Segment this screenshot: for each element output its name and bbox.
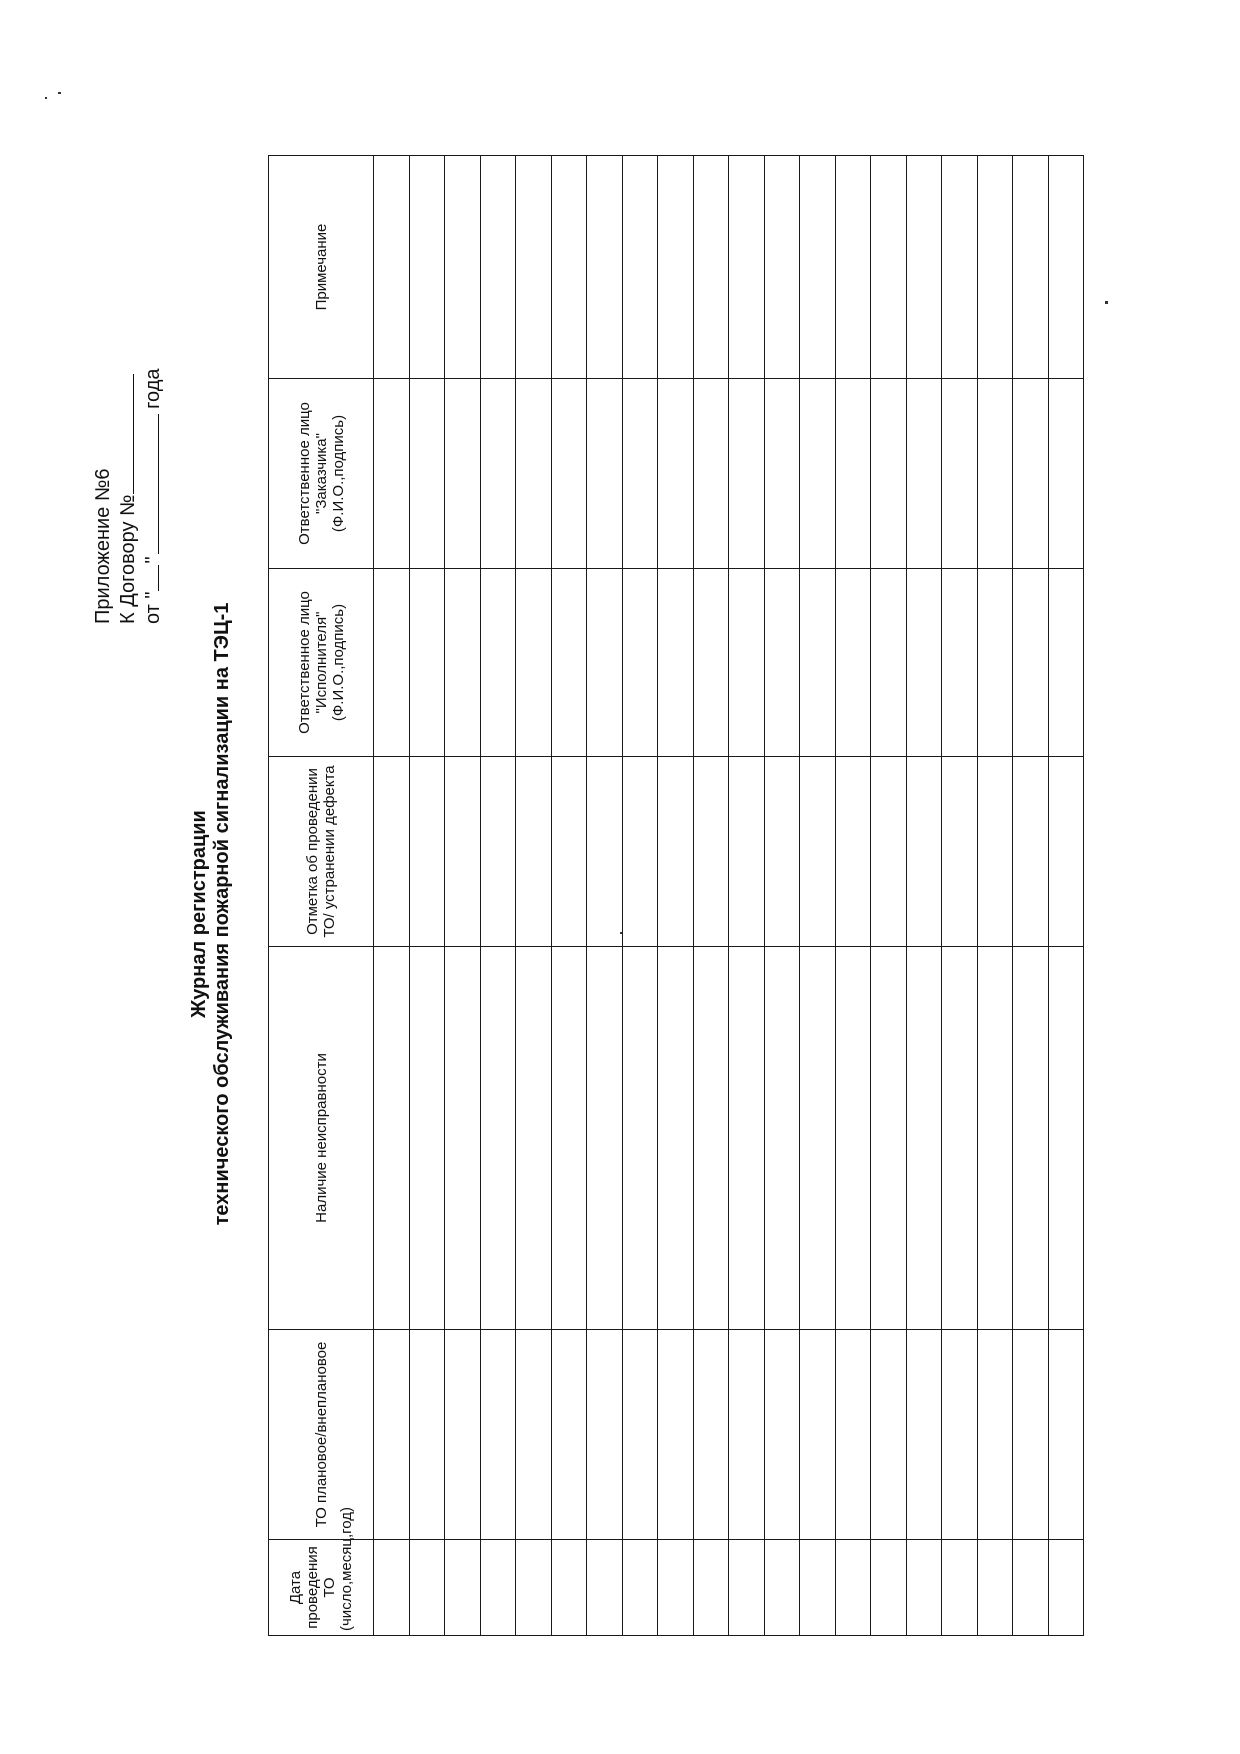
table-row: [835, 156, 871, 1636]
scan-speck: [45, 97, 47, 99]
table-cell: [409, 1330, 445, 1540]
table-cell: [835, 1330, 871, 1540]
table-cell: [445, 156, 481, 379]
table-cell: [658, 379, 694, 569]
table-cell: [658, 947, 694, 1330]
table-cell: [764, 1330, 800, 1540]
table-cell: [480, 156, 516, 379]
table-cell: [374, 757, 410, 947]
table-cell: [445, 947, 481, 1330]
scan-speck: [1105, 301, 1108, 304]
table-cell: [729, 1330, 765, 1540]
table-cell: [871, 947, 907, 1330]
table-row: [445, 156, 481, 1636]
table-cell: [622, 1540, 658, 1636]
table-cell: [835, 379, 871, 569]
table-cell: [1048, 757, 1084, 947]
table-row: [871, 156, 907, 1636]
table-cell: [693, 1330, 729, 1540]
table-cell: [800, 947, 836, 1330]
table-cell: [1013, 379, 1049, 569]
table-cell: [977, 1330, 1013, 1540]
table-cell: [977, 569, 1013, 757]
table-cell: [374, 379, 410, 569]
table-cell: [764, 156, 800, 379]
scan-speck: [620, 932, 622, 934]
table-cell: [622, 156, 658, 379]
table-cell: [1048, 379, 1084, 569]
date-quote: ": [142, 556, 164, 564]
table-cell: [409, 569, 445, 757]
col-header-date: Дата проведения ТО (число,месяц,год): [269, 1540, 374, 1636]
table-cell: [480, 757, 516, 947]
table-cell: [693, 1540, 729, 1636]
table-cell: [480, 569, 516, 757]
table-cell: [445, 1540, 481, 1636]
table-cell: [835, 156, 871, 379]
table-cell: [800, 379, 836, 569]
table-cell: [516, 947, 552, 1330]
table-cell: [871, 1330, 907, 1540]
table-cell: [409, 757, 445, 947]
table-cell: [764, 379, 800, 569]
table-cell: [409, 1540, 445, 1636]
table-cell: [622, 1330, 658, 1540]
table-cell: [835, 757, 871, 947]
table-cell: [693, 156, 729, 379]
table-cell: [871, 569, 907, 757]
table-cell: [445, 379, 481, 569]
appendix-header: [92, 104, 165, 624]
table-cell: [906, 947, 942, 1330]
table-cell: [622, 757, 658, 947]
table-cell: [835, 1540, 871, 1636]
table-cell: [942, 156, 978, 379]
table-cell: [942, 947, 978, 1330]
table-cell: [977, 379, 1013, 569]
table-cell: [445, 569, 481, 757]
table-row: [800, 156, 836, 1636]
table-cell: [374, 1330, 410, 1540]
table-cell: [977, 947, 1013, 1330]
table-cell: [871, 757, 907, 947]
table-row: [729, 156, 765, 1636]
table-row: [764, 156, 800, 1636]
contract-number-blank: [115, 374, 134, 494]
table-cell: [800, 757, 836, 947]
table-cell: [1013, 569, 1049, 757]
col-header-malfunction: Наличие неисправности: [269, 947, 374, 1330]
table-cell: [800, 1330, 836, 1540]
date-prefix: от ": [142, 591, 164, 624]
year-label: года: [142, 368, 164, 409]
table-cell: [800, 569, 836, 757]
table-cell: [658, 1330, 694, 1540]
col-header-customer-person: Ответственное лицо "Заказчика" (Ф.И.О.,подпись): [269, 379, 374, 569]
appendix-number: Приложение №6: [92, 468, 114, 624]
table-row: [906, 156, 942, 1636]
table-cell: [906, 757, 942, 947]
table-cell: [516, 156, 552, 379]
maintenance-journal-table: [268, 155, 1084, 1636]
table-row: [1013, 156, 1049, 1636]
table-cell: [516, 1330, 552, 1540]
table-row: [658, 156, 694, 1636]
table-cell: [374, 1540, 410, 1636]
table-row: [409, 156, 445, 1636]
table-row: [374, 156, 410, 1636]
table-cell: [764, 569, 800, 757]
table-cell: [693, 947, 729, 1330]
table-cell: [480, 947, 516, 1330]
table-cell: [729, 156, 765, 379]
table-cell: [764, 947, 800, 1330]
table-cell: [871, 379, 907, 569]
table-cell: [551, 379, 587, 569]
col-header-to-type: ТО плановое/внеплановое: [269, 1330, 374, 1540]
table-row: [977, 156, 1013, 1636]
table-cell: [835, 947, 871, 1330]
table-cell: [374, 569, 410, 757]
table-cell: [906, 1330, 942, 1540]
table-cell: [587, 1330, 623, 1540]
table-row: [551, 156, 587, 1636]
table-cell: [1013, 1540, 1049, 1636]
table-cell: [942, 757, 978, 947]
table-cell: [587, 1540, 623, 1636]
table-cell: [587, 947, 623, 1330]
table-cell: [835, 569, 871, 757]
table-cell: [729, 947, 765, 1330]
table-cell: [1048, 1330, 1084, 1540]
table-cell: [480, 379, 516, 569]
table-row: [516, 156, 552, 1636]
table-cell: [409, 379, 445, 569]
table-cell: [729, 757, 765, 947]
scan-speck: [58, 92, 61, 94]
table-row: [622, 156, 658, 1636]
table-cell: [977, 1540, 1013, 1636]
table-cell: [658, 1540, 694, 1636]
table-cell: [871, 1540, 907, 1636]
table-cell: [1048, 1540, 1084, 1636]
title-line-1: Журнал регистрации: [188, 810, 210, 1018]
table-cell: [622, 569, 658, 757]
table-cell: [551, 1330, 587, 1540]
table-cell: [622, 947, 658, 1330]
table-cell: [551, 947, 587, 1330]
table-cell: [906, 569, 942, 757]
table-cell: [1048, 947, 1084, 1330]
table-cell: [551, 757, 587, 947]
table-cell: [729, 379, 765, 569]
table-cell: [516, 757, 552, 947]
table-cell: [480, 1330, 516, 1540]
table-cell: [977, 156, 1013, 379]
table-cell: [906, 156, 942, 379]
table-cell: [800, 156, 836, 379]
table-cell: [551, 156, 587, 379]
table-cell: [409, 156, 445, 379]
table-cell: [906, 379, 942, 569]
table-cell: [800, 1540, 836, 1636]
table-cell: [729, 569, 765, 757]
document-title: [188, 574, 234, 1254]
table-cell: [942, 569, 978, 757]
table-cell: [658, 156, 694, 379]
table-cell: [906, 1540, 942, 1636]
table-cell: [1048, 569, 1084, 757]
table-cell: [658, 757, 694, 947]
table-cell: [729, 1540, 765, 1636]
col-header-executor-person: Ответственное лицо "Исполнителя" (Ф.И.О.,подпись): [269, 569, 374, 757]
table-cell: [587, 569, 623, 757]
table-cell: [1013, 156, 1049, 379]
contract-number-line: [115, 104, 140, 624]
table-header-row: [269, 156, 374, 1636]
table-cell: [764, 1540, 800, 1636]
table-row: [942, 156, 978, 1636]
col-header-notes: Примечание: [269, 156, 374, 379]
table-row: [587, 156, 623, 1636]
table-cell: [516, 379, 552, 569]
table-cell: [693, 757, 729, 947]
table-cell: [409, 947, 445, 1330]
table-cell: [1013, 947, 1049, 1330]
table-cell: [516, 569, 552, 757]
table-cell: [445, 1330, 481, 1540]
table-row: [480, 156, 516, 1636]
month-blank: [140, 414, 159, 554]
table-cell: [551, 1540, 587, 1636]
table-cell: [942, 1540, 978, 1636]
table-cell: [764, 757, 800, 947]
table-cell: [977, 757, 1013, 947]
table-cell: [622, 379, 658, 569]
table-cell: [942, 379, 978, 569]
table-body: [374, 156, 1084, 1636]
table-cell: [587, 156, 623, 379]
table-row: [1048, 156, 1084, 1636]
table-cell: [693, 379, 729, 569]
table-cell: [587, 757, 623, 947]
table-cell: [1013, 757, 1049, 947]
table-cell: [693, 569, 729, 757]
table-cell: [1048, 156, 1084, 379]
title-line-2: технического обслуживания пожарной сигнализации на ТЭЦ-1: [211, 602, 233, 1226]
day-blank: [140, 566, 159, 592]
table-cell: [1013, 1330, 1049, 1540]
table-cell: [480, 1540, 516, 1636]
table-cell: [516, 1540, 552, 1636]
table-cell: [587, 379, 623, 569]
contract-label: К Договору №: [117, 494, 139, 624]
col-header-completion-mark: Отметка об проведении ТО/ устранении дефекта: [269, 757, 374, 947]
table-cell: [658, 569, 694, 757]
table-cell: [871, 156, 907, 379]
table-cell: [374, 156, 410, 379]
table-cell: [551, 569, 587, 757]
table-cell: [445, 757, 481, 947]
table-cell: [374, 947, 410, 1330]
table-cell: [942, 1330, 978, 1540]
table-row: [693, 156, 729, 1636]
contract-date-line: [140, 104, 165, 624]
